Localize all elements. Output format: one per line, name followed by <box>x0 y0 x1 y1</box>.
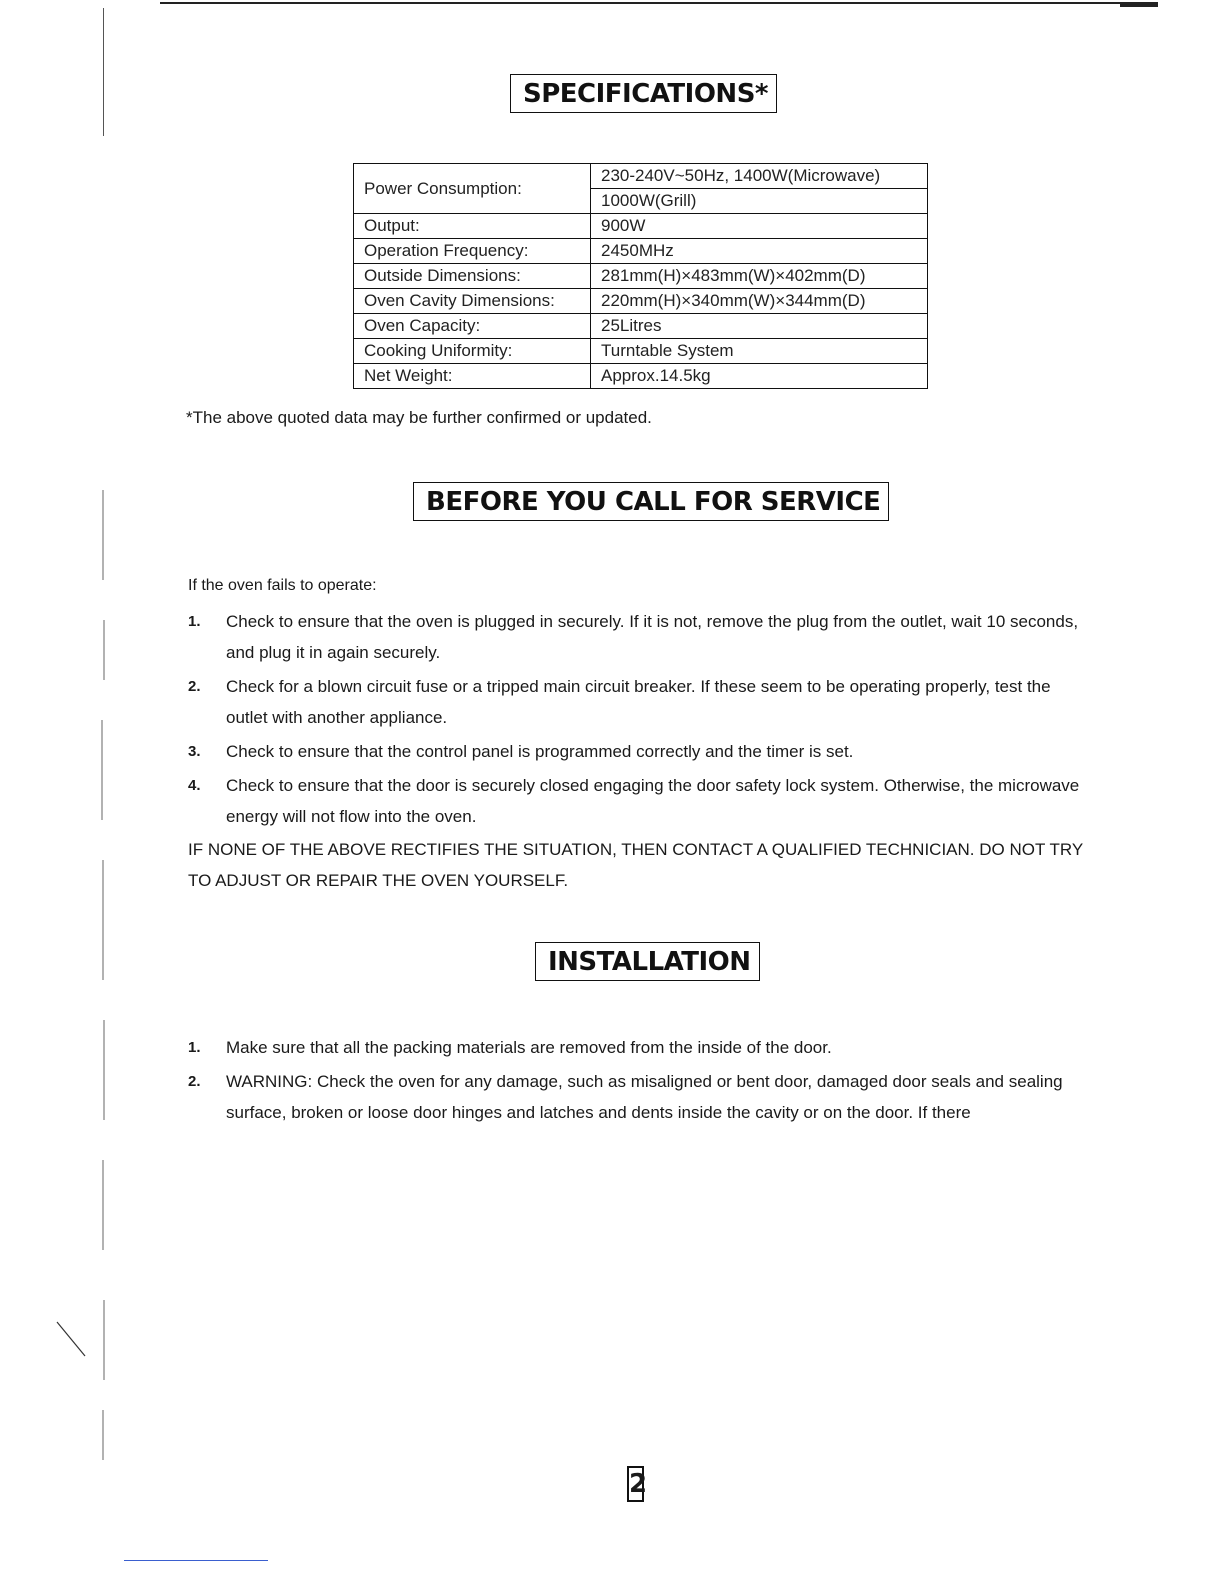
top-rule <box>160 2 1158 4</box>
item-number: 1. <box>188 1039 201 1056</box>
spec-label: Oven Cavity Dimensions: <box>354 289 591 314</box>
table-row <box>354 364 928 389</box>
spec-label: Cooking Uniformity: <box>354 339 591 364</box>
installation-steps <box>188 1032 1093 1131</box>
item-number: 2. <box>188 1073 201 1090</box>
scan-corner-mark <box>55 1320 95 1360</box>
list-item <box>188 736 1088 767</box>
spec-value: 25Litres <box>591 314 928 339</box>
spec-value: Turntable System <box>591 339 928 364</box>
item-number: 1. <box>188 613 201 630</box>
table-row <box>354 339 928 364</box>
service-checklist <box>188 606 1088 835</box>
item-text: Make sure that all the packing materials are removed from the inside of the door. <box>226 1038 832 1057</box>
list-item <box>188 671 1088 733</box>
spec-label: Outside Dimensions: <box>354 264 591 289</box>
spec-label: Operation Frequency: <box>354 239 591 264</box>
spec-label: Oven Capacity: <box>354 314 591 339</box>
service-intro: If the oven fails to operate: <box>188 577 377 594</box>
spec-label: Net Weight: <box>354 364 591 389</box>
table-row <box>354 314 928 339</box>
spec-value: 281mm(H)×483mm(W)×402mm(D) <box>591 264 928 289</box>
technician-warning: IF NONE OF THE ABOVE RECTIFIES THE SITUATION, THEN CONTACT A QUALIFIED TECHNICIAN. DO NOT TRY TO ADJUST OR REPAIR THE OVEN YOURSELF. <box>188 840 1083 890</box>
specifications-footnote: *The above quoted data may be further confirmed or updated. <box>186 408 652 427</box>
item-number: 4. <box>188 777 201 794</box>
bottom-rule <box>124 1560 268 1561</box>
table-row <box>354 239 928 264</box>
item-text: Check for a blown circuit fuse or a tripped main circuit breaker. If these seem to be operating properly, test the outlet with another appliance. <box>226 677 1051 727</box>
item-number: 2. <box>188 678 201 695</box>
left-margin-line <box>103 8 104 136</box>
list-item <box>188 770 1088 832</box>
spec-value: 230-240V~50Hz, 1400W(Microwave) <box>591 164 928 189</box>
service-heading: BEFORE YOU CALL FOR SERVICE <box>413 482 889 521</box>
table-row <box>354 289 928 314</box>
list-item <box>188 1032 1093 1063</box>
spec-label: Power Consumption: <box>354 164 591 214</box>
spec-value: Approx.14.5kg <box>591 364 928 389</box>
specifications-table <box>353 163 928 389</box>
item-text: Check to ensure that the door is securely closed engaging the door safety lock system. Otherwise, the microwave energy will not flow into the oven. <box>226 776 1080 826</box>
spec-value: 1000W(Grill) <box>591 189 928 214</box>
table-row <box>354 164 928 189</box>
installation-heading: INSTALLATION <box>535 942 760 981</box>
table-row <box>354 264 928 289</box>
item-text: Check to ensure that the control panel is programmed correctly and the timer is set. <box>226 742 854 761</box>
list-item <box>188 1066 1093 1128</box>
spec-label: Output: <box>354 214 591 239</box>
item-text: Check to ensure that the oven is plugged in securely. If it is not, remove the plug from the outlet, wait 10 seconds, and plug it in again securely. <box>226 612 1079 662</box>
specifications-heading: SPECIFICATIONS* <box>510 74 777 113</box>
spec-value: 2450MHz <box>591 239 928 264</box>
top-rule-accent <box>1120 2 1158 7</box>
item-text: WARNING: Check the oven for any damage, such as misaligned or bent door, damaged door seals and sealing surface, broken or loose door hinges and latches and dents inside the cavity or on the door. If there <box>226 1072 1063 1122</box>
item-number: 3. <box>188 743 201 760</box>
list-item <box>188 606 1088 668</box>
spec-value: 900W <box>591 214 928 239</box>
page-number: 2 <box>627 1466 644 1502</box>
table-row <box>354 214 928 239</box>
spec-value: 220mm(H)×340mm(W)×344mm(D) <box>591 289 928 314</box>
